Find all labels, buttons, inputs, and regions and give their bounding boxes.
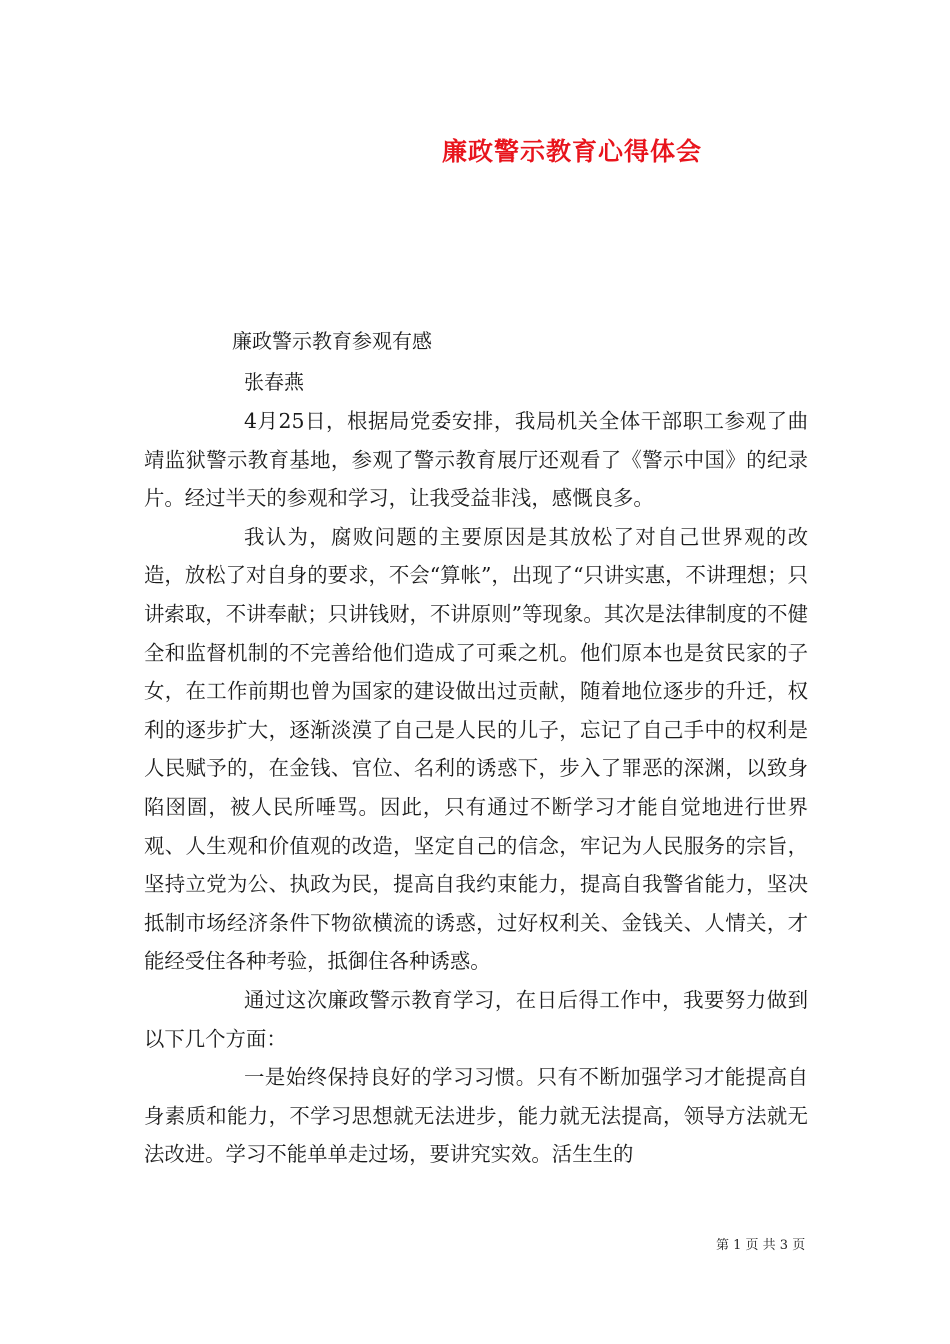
page-footer: 第 1 页 共 3 页 [716,1238,806,1253]
body-paragraph: 我认为，腐败问题的主要原因是其放松了对自己世界观的改造，放松了对自身的要求，不会“算帐”，出现了“只讲实惠，不讲理想；只讲索取，不讲奉献；只讲钱财，不讲原则”等现象。其次是法律制度的不健全和监督机制的不完善给他们造成了可乘之机。他们原本也是贫民家的子女，在工作前期也曾为国家的建设做出过贡献，随着地位逐步的升迁，权利的逐步扩大，逐渐淡漠了自己是人民的儿子，忘记了自己手中的权利是人民赋予的，在金钱、官位、名利的诱惑下，步入了罪恶的深渊，以致身陷囹圄，被人民所唾骂。因此，只有通过不断学习才能自觉地进行世界观、人生观和价值观的改造，坚定自己的信念，牢记为人民服务的宗旨，坚持立党为公、执政为民，提高自我约束能力，提高自我警省能力，坚决抵制市场经济条件下物欲横流的诱惑，过好权利关、金钱关、人情关，才能经受住各种考验，抵御住各种诱惑。 [144,524,808,974]
document-author: 张春燕 [244,370,304,394]
body-paragraph: 4月25日，根据局党委安排，我局机关全体干部职工参观了曲靖监狱警示教育基地，参观了警示教育展厅还观看了《警示中国》的纪录片。经过半天的参观和学习，让我受益非浅，感慨良多。 [144,409,808,511]
document-body [144,402,808,1174]
body-paragraph: 一是始终保持良好的学习习惯。只有不断加强学习才能提高自身素质和能力，不学习思想就无法进步，能力就无法提高，领导方法就无法改进。学习不能单单走过场，要讲究实效。活生生的 [144,1065,808,1167]
document-title: 廉政警示教育心得体会 [442,137,703,166]
body-paragraph: 通过这次廉政警示教育学习，在日后得工作中，我要努力做到以下几个方面： [144,987,808,1051]
document-subtitle: 廉政警示教育参观有感 [232,329,432,353]
